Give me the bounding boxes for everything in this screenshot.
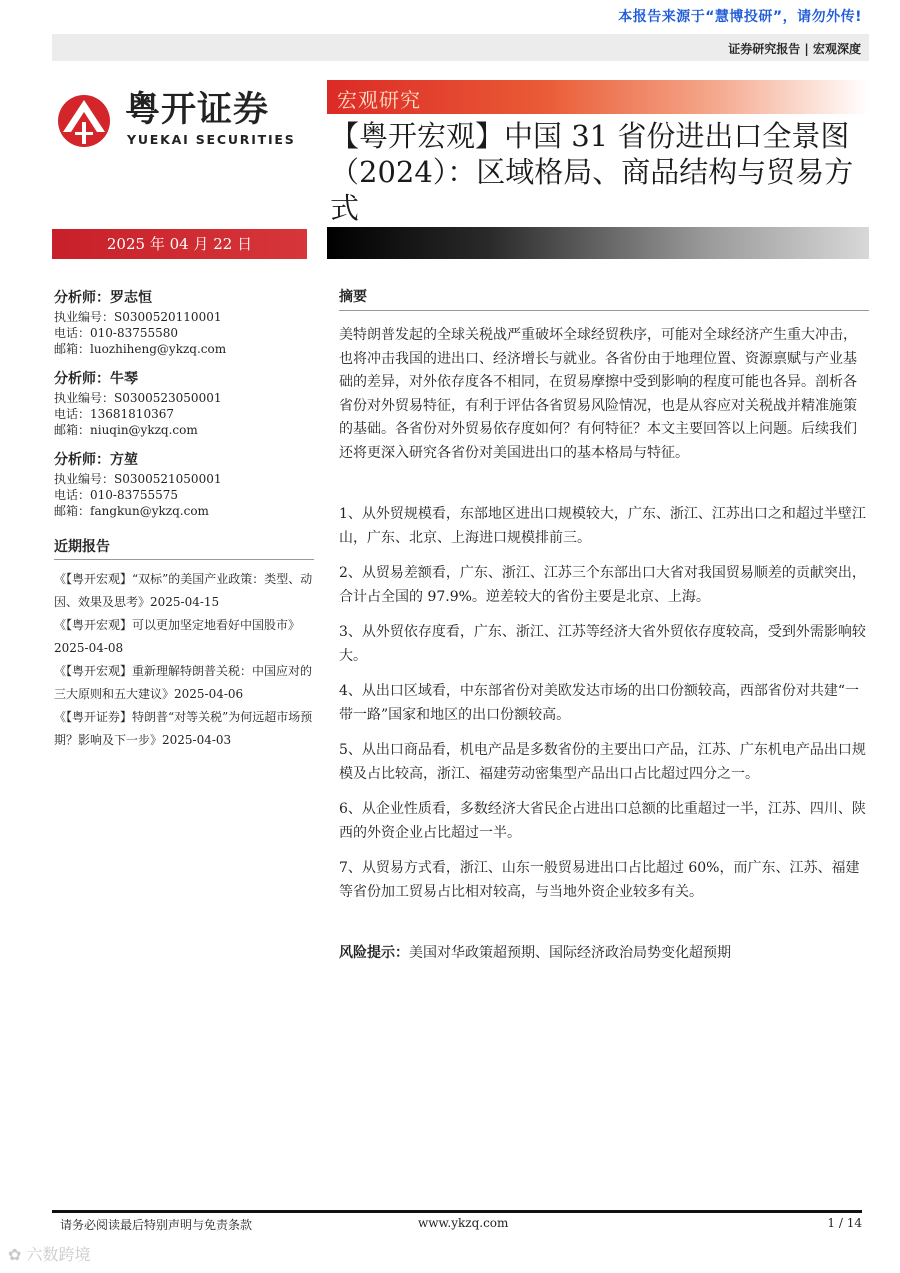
risk-warning — [339, 942, 869, 964]
analyst-phone: 电话：010-83755580 — [54, 326, 179, 340]
key-point: 7、从贸易方式看，浙江、山东一般贸易进出口占比超过 60%，而广东、江苏、福建等省份加工贸易占比相对较高，与当地外资企业较多有关。 — [339, 860, 860, 900]
analyst-card — [54, 288, 314, 357]
key-points-list — [339, 503, 869, 904]
footer-divider — [52, 1210, 862, 1213]
analyst-name: 分析师：牛琴 — [54, 371, 138, 387]
recent-reports-heading: 近期报告 — [54, 539, 314, 560]
abstract-section — [339, 286, 869, 964]
key-point: 1、从外贸规模看，东部地区进出口规模较大，广东、浙江、江苏出口之和超过半壁江山，广东、北京、上海进口规模排前三。 — [339, 506, 866, 546]
recent-report-link[interactable]: 《【粤开宏观】可以更加坚定地看好中国股市》2025-04-08 — [54, 618, 301, 655]
section-tag — [327, 80, 869, 114]
analyst-license: 执业编号：S0300520110001 — [54, 310, 222, 324]
section-tag-label: 宏观研究 — [337, 88, 421, 112]
report-header-bar — [52, 34, 869, 61]
analyst-email: 邮箱：luozhiheng@ykzq.com — [54, 342, 227, 356]
watermark-icon: ✿ — [8, 1245, 22, 1264]
logo-english-name: YUEKAI SECURITIES — [127, 132, 296, 147]
report-date: 2025 年 04 月 22 日 — [52, 229, 307, 259]
recent-report-link[interactable]: 《【粤开证券】特朗普“对等关税”为何远超市场预期？影响及下一步》2025-04-03 — [54, 710, 313, 747]
analyst-email: 邮箱：fangkun@ykzq.com — [54, 504, 209, 518]
risk-text: 美国对华政策超预期、国际经济政治局势变化超预期 — [409, 945, 731, 961]
analyst-card — [54, 369, 314, 438]
key-point: 3、从外贸依存度看，广东、浙江、江苏等经济大省外贸依存度较高，受到外需影响较大。 — [339, 624, 866, 664]
logo-chinese-name: 粤开证券 — [125, 90, 270, 130]
key-point: 6、从企业性质看，多数经济大省民企占进出口总额的比重超过一半，江苏、四川、陕西的外资企业占比超过一半。 — [339, 801, 866, 841]
risk-label: 风险提示： — [339, 945, 409, 961]
analyst-name: 分析师：方堃 — [54, 452, 138, 468]
page-number: 1 / 14 — [827, 1216, 862, 1230]
sidebar — [54, 288, 314, 752]
abstract-heading: 摘要 — [339, 286, 869, 311]
company-logo — [55, 90, 310, 150]
source-banner: 本报告来源于“慧博投研”，请勿外传! — [618, 9, 862, 25]
analyst-phone: 电话：010-83755575 — [54, 488, 179, 502]
watermark-text: 六数跨境 — [26, 1245, 91, 1264]
key-point: 4、从出口区域看，中东部省份对美欧发达市场的出口份额较高，西部省份对共建“一带一路”国家和地区的出口份额较高。 — [339, 683, 860, 723]
analyst-name: 分析师：罗志恒 — [54, 290, 152, 306]
analyst-card — [54, 450, 314, 519]
analyst-phone: 电话：13681810367 — [54, 407, 174, 421]
recent-report-link[interactable]: 《【粤开宏观】“双标”的美国产业政策：类型、动因、效果及思考》2025-04-15 — [54, 572, 313, 609]
report-title: 【粤开宏观】中国 31 省份进出口全景图（2024）：区域格局、商品结构与贸易方式 — [330, 119, 854, 225]
analyst-license: 执业编号：S0300523050001 — [54, 391, 222, 405]
recent-report-link[interactable]: 《【粤开宏观】重新理解特朗普关税：中国应对的三大原则和五大建议》2025-04-06 — [54, 664, 313, 701]
key-point: 2、从贸易差额看，广东、浙江、江苏三个东部出口大省对我国贸易顺差的贡献突出，合计占全国的 97.9%。逆差较大的省份主要是北京、上海。 — [339, 565, 866, 605]
yuekai-logo-icon — [55, 92, 117, 150]
footer-disclaimer: 请务必阅读最后特别声明与免责条款 — [60, 1218, 253, 1232]
title-gradient-bar — [327, 227, 869, 259]
key-point: 5、从出口商品看，机电产品是多数省份的主要出口产品，江苏、广东机电产品出口规模及占比较高，浙江、福建劳动密集型产品出口占比超过四分之一。 — [339, 742, 866, 782]
report-category: 证券研究报告 | 宏观深度 — [728, 42, 861, 56]
watermark — [8, 1242, 91, 1265]
footer-website-link[interactable]: www.ykzq.com — [418, 1216, 509, 1230]
abstract-intro: 美特朗普发起的全球关税战严重破坏全球经贸秩序，可能对全球经济产生重大冲击，也将冲击我国的进出口、经济增长与就业。各省份由于地理位置、资源禀赋与产业基础的差异，对外依存度各不相同，在贸易摩擦中受到影响的程度可能也各异。剖析各省份对外贸易特征，有利于评估各省贸易风险情况，也是从容应对关税战并精准施策的基础。各省份对外贸易依存度如何？有何特征？本文主要回答以上问题。后续我们还将更深入研究各省份对美国进出口的基本格局与特征。 — [339, 327, 857, 461]
analyst-email: 邮箱：niuqin@ykzq.com — [54, 423, 198, 437]
analyst-license: 执业编号：S0300521050001 — [54, 472, 222, 486]
